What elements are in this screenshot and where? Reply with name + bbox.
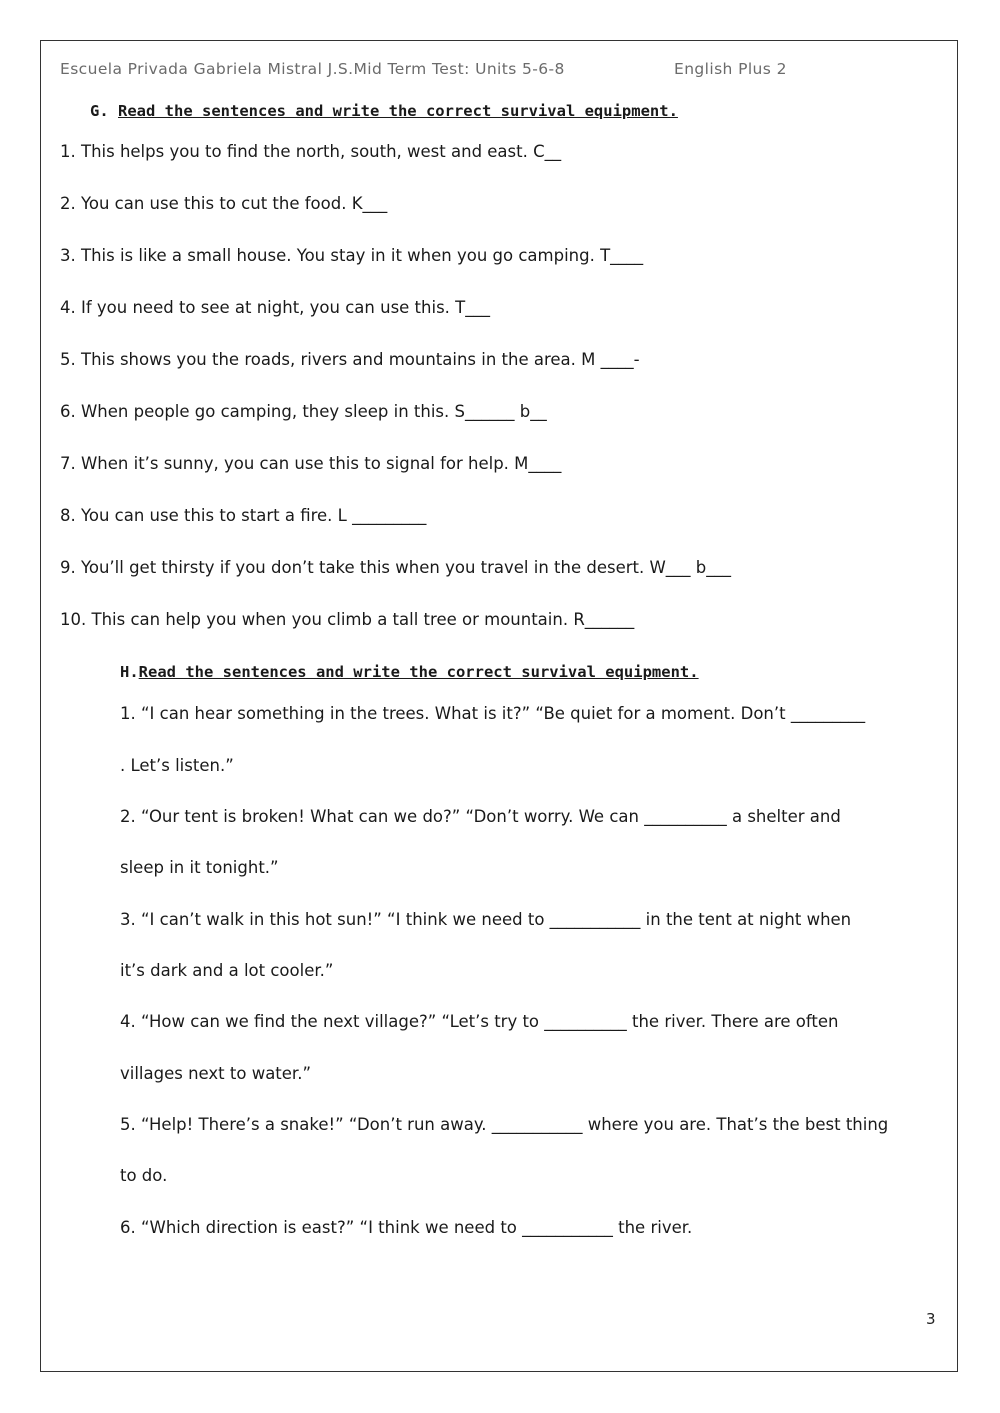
section-g-item-7: 7. When it’s sunny, you can use this to signal for help. M____ xyxy=(60,454,562,473)
section-h-line-3: 2. “Our tent is broken! What can we do?” “Don’t worry. We can __________ a shelter and xyxy=(120,807,841,826)
section-g-item-6: 6. When people go camping, they sleep in this. S______ b__ xyxy=(60,402,547,421)
section-h-line-7: 4. “How can we find the next village?” “Let’s try to __________ the river. There are often xyxy=(120,1012,839,1031)
section-h-line-9: 5. “Help! There’s a snake!” “Don’t run away. ___________ where you are. That’s the best thing xyxy=(120,1115,889,1134)
section-g-title xyxy=(90,102,678,120)
section-h-line-10: to do. xyxy=(120,1166,168,1185)
section-g-item-5: 5. This shows you the roads, rivers and mountains in the area. M ____- xyxy=(60,350,640,369)
section-h-letter: H. xyxy=(120,663,139,681)
section-h-title xyxy=(120,663,699,681)
section-g-letter: G. xyxy=(90,102,109,120)
section-h-line-11: 6. “Which direction is east?” “I think we need to ___________ the river. xyxy=(120,1218,693,1237)
section-h-line-4: sleep in it tonight.” xyxy=(120,858,279,877)
section-h-line-8: villages next to water.” xyxy=(120,1064,311,1083)
section-g-item-8: 8. You can use this to start a fire. L _________ xyxy=(60,506,427,525)
section-g-item-1: 1. This helps you to find the north, south, west and east. C__ xyxy=(60,142,562,161)
section-h-line-5: 3. “I can’t walk in this hot sun!” “I think we need to ___________ in the tent at night when xyxy=(120,910,852,929)
section-g-item-3: 3. This is like a small house. You stay in it when you go camping. T____ xyxy=(60,246,644,265)
page-number: 3 xyxy=(926,1310,936,1328)
section-h-line-1: 1. “I can hear something in the trees. What is it?” “Be quiet for a moment. Don’t _________ xyxy=(120,704,866,723)
section-g-heading: Read the sentences and write the correct survival equipment. xyxy=(118,102,678,120)
header-school-test: Escuela Privada Gabriela Mistral J.S.Mid Term Test: Units 5-6-8 xyxy=(60,60,565,78)
section-g-item-9: 9. You’ll get thirsty if you don’t take this when you travel in the desert. W___ b___ xyxy=(60,558,732,577)
section-h-line-6: it’s dark and a lot cooler.” xyxy=(120,961,334,980)
page-header xyxy=(60,60,787,78)
section-g-item-10: 10. This can help you when you climb a tall tree or mountain. R______ xyxy=(60,610,635,629)
header-subject: English Plus 2 xyxy=(674,60,787,78)
section-h-heading: Read the sentences and write the correct survival equipment. xyxy=(138,663,699,681)
section-g-item-4: 4. If you need to see at night, you can use this. T___ xyxy=(60,298,490,317)
section-g-item-2: 2. You can use this to cut the food. K___ xyxy=(60,194,388,213)
section-h-line-2: . Let’s listen.” xyxy=(120,756,234,775)
